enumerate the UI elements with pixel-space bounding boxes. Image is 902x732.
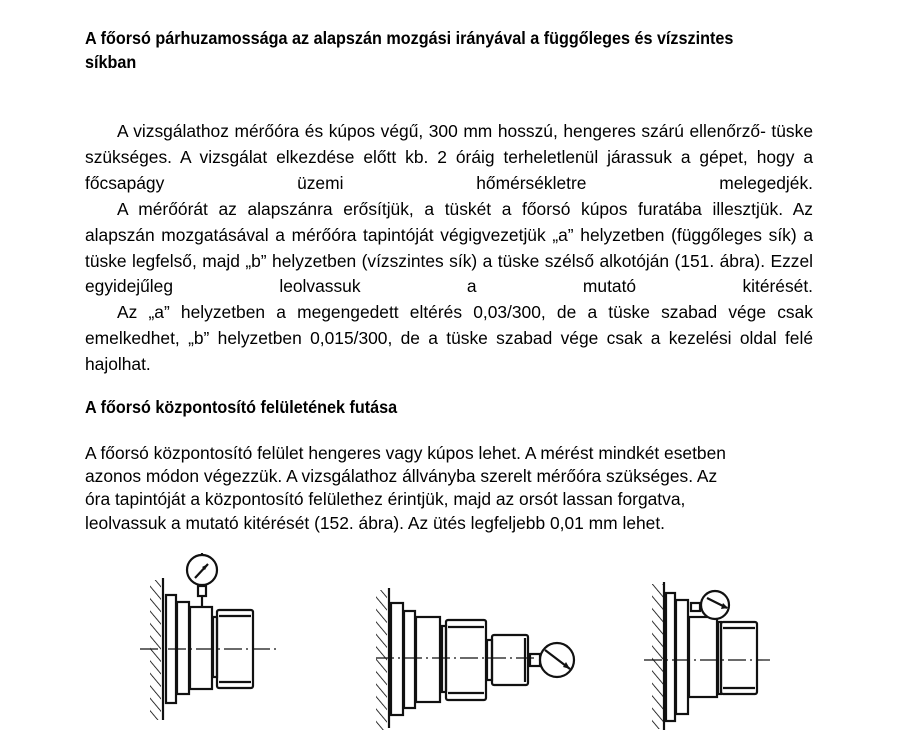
figure-spindle-end-gauge-icon (370, 578, 595, 732)
section1-title: A főorsó párhuzamossága az alapszán mozgási irányával a függőleges és vízszintes síkban (85, 28, 734, 72)
section2-line: A főorsó központosító felület hengeres vagy kúpos lehet. A mérést mindkét esetben (85, 443, 726, 463)
section2-line: óra tapintóját a központosító felülethez érintjük, majd az orsót lassan forgatva, (85, 489, 686, 510)
section2-line: leolvassuk a mutató kitérését (152. ábra). Az ütés legfeljebb 0,01 mm lehet. (85, 512, 665, 533)
section2-title: A főorsó központosító felületének futása (85, 397, 398, 417)
paragraph-3: Az „a” helyzetben a megengedett eltérés 0,03/300, de a tüske szabad vége csak emelkedhet, „b” helyzetben 0,015/300, de a tüske szabad vége csak a kezelési oldal felé hajolhat. (85, 302, 813, 375)
figure-spindle-top-gauge-icon (140, 550, 320, 730)
paragraph-1: A vizsgálathoz mérőóra és kúpos végű, 300 mm hosszú, hengeres szárú ellenőrző- tüske szükséges. A vizsgálat elkezdése előtt kb. 2 óráig terheletlenül járassuk a gépet, hogy a főcsapágy üzemi hőmérsékletre melegedjék. (85, 121, 813, 193)
figure-spindle-face-gauge-icon (640, 570, 780, 732)
section2-line: azonos módon végezzük. A vizsgálathoz állványba szerelt mérőóra szükséges. Az (85, 466, 718, 487)
section2-body (85, 442, 845, 535)
section1-body (85, 119, 813, 378)
paragraph-2: A mérőórát az alapszánra erősítjük, a tüskét a főorsó kúpos furatába illesztjük. Az alapszán mozgatásával a mérőóra tapintóját végigvezetjük „a” helyzetben (függőleges sík) a tüske legfelső, majd „b” helyzetben (vízszintes sík) a tüske szélső alkotóján (151. ábra). Ezzel egyidejűleg leolvassuk a mutató kitérését. (85, 198, 813, 297)
